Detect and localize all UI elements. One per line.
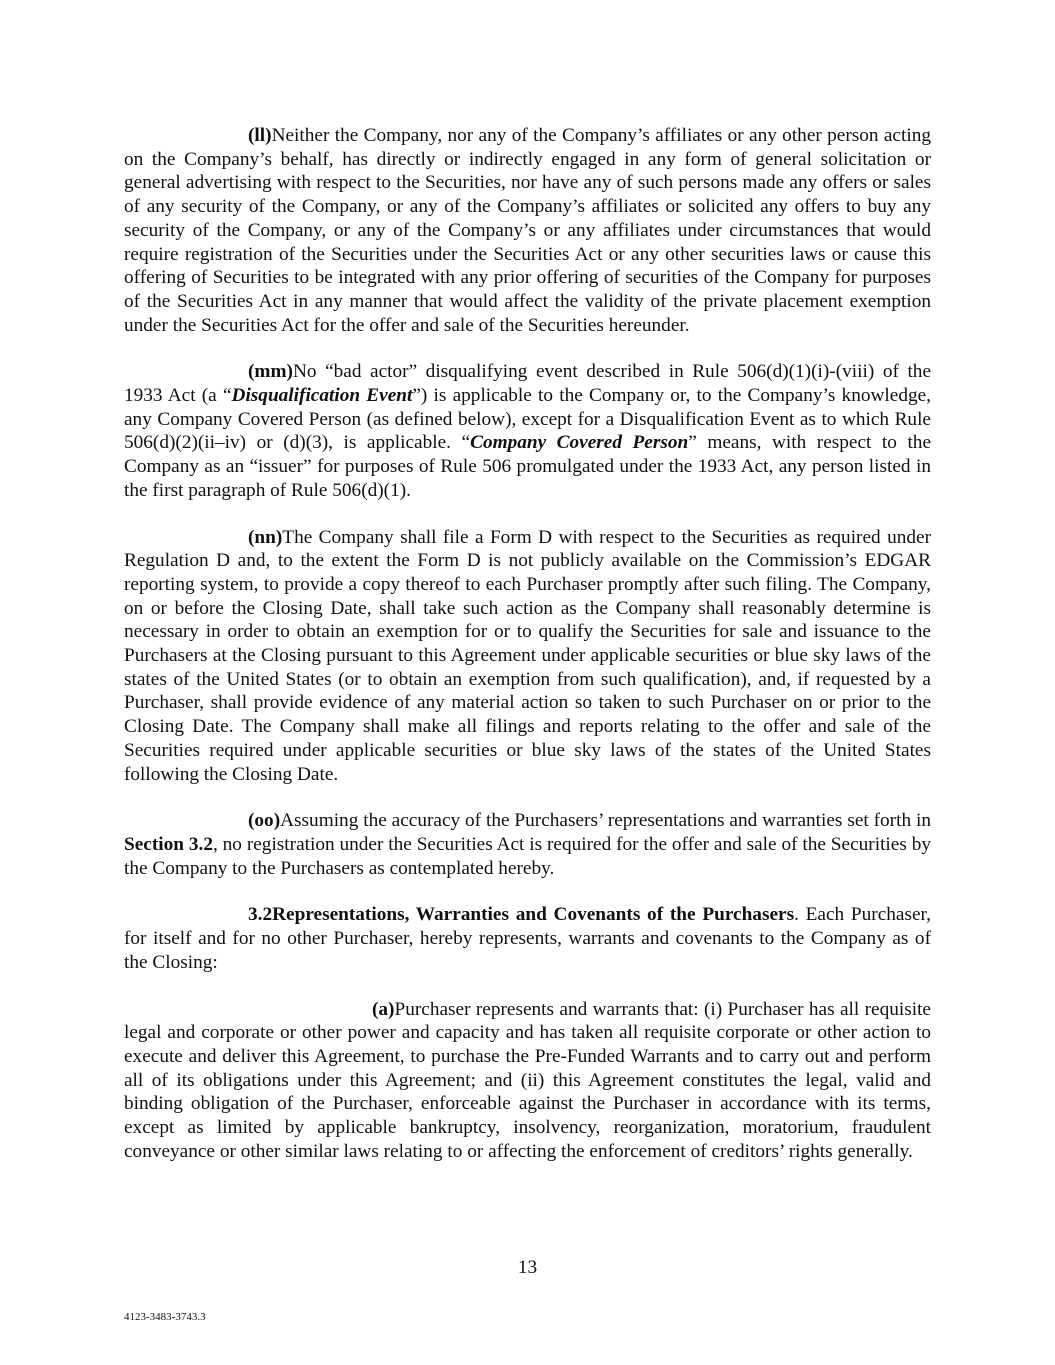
paragraph-text: Neither the Company, nor any of the Company’s affiliates or any other person acting on the Company’s behalf, has directly or indirectly engaged in any form of general solicitation or general advertising with respect to the Securities, nor have any of such persons made any offers or sales of any security of the Company, or any of the Company’s affiliates or solicited any offers to buy any security of the Company, or any of the Company’s or any affiliates under circumstances that would require registration of the Securities under the Securities Act or any other securities laws or cause this offering of Securities to be integrated with any prior offering of securities of the Company for purposes of the Securities Act in any manner that would affect the validity of the private placement exemption under the Securities Act for the offer and sale of the Securities hereunder. <box>124 125 931 336</box>
document-body <box>124 124 931 1186</box>
defined-term: Disqualification Event <box>231 385 413 407</box>
paragraph-text: The Company shall file a Form D with respect to the Securities as required under Regulation D and, to the extent the Form D is not publicly available on the Commission’s EDGAR reporting system, to provide a copy thereof to each Purchaser promptly after such filing. The Company, on or before the Closing Date, shall take such action as the Company shall reasonably determine is necessary in order to obtain an exemption for or to qualify the Securities for sale and issuance to the Purchasers at the Closing pursuant to this Agreement under applicable securities or blue sky laws of the states of the United States (or to obtain an exemption from such qualification), and, if requested by a Purchaser, shall provide evidence of any material action so taken to such Purchaser on or prior to the Closing Date. The Company shall make all filings and reports relating to the offer and sale of the Securities required under applicable securities or blue sky laws of the states of the United States following the Closing Date. <box>124 526 931 785</box>
paragraph-label: (a) <box>372 998 395 1020</box>
paragraph-label: (mm) <box>248 361 293 383</box>
defined-term: Company Covered Person <box>470 432 689 454</box>
paragraph-oo <box>124 809 931 880</box>
paragraph-label: (oo) <box>248 810 281 832</box>
paragraph-nn <box>124 526 931 787</box>
paragraph-ll <box>124 124 931 337</box>
section-3-2 <box>124 903 931 974</box>
paragraph-text: Purchaser represents and warrants that: (i) Purchaser has all requisite legal and corporate or other power and capacity and has taken all requisite corporate or other action to execute and deliver this Agreement, to purchase the Pre-Funded Warrants and to carry out and perform all of its obligations under this Agreement; and (ii) this Agreement constitutes the legal, valid and binding obligation of the Purchaser, enforceable against the Purchaser in accordance with its terms, except as limited by applicable bankruptcy, insolvency, reorganization, moratorium, fraudulent conveyance or other similar laws relating to or affecting the enforcement of creditors’ rights generally. <box>124 998 931 1162</box>
paragraph-text: ”) is applicable to the Company or, to the Company’s knowledge, any Company Covered Person (as defined below), except for a Disqualification Event as to which Rule 506(d)(2)(ii–iv) or (d)(3), is applicable. “ <box>124 385 931 454</box>
paragraph-mm <box>124 360 931 502</box>
paragraph-text: ” means, with respect to the Company as an “issuer” for purposes of Rule 506 promulgated under the 1933 Act, any person listed in the first paragraph of Rule 506(d)(1). <box>124 432 931 501</box>
paragraph-label: (ll) <box>248 125 272 146</box>
page-number: 13 <box>517 1257 538 1278</box>
section-number: 3.2 <box>248 904 273 926</box>
section-title: Representations, Warranties and Covenants of the Purchasers <box>272 904 795 926</box>
paragraph-text: Assuming the accuracy of the Purchasers’ representations and warranties set forth in <box>280 810 931 832</box>
section-reference: Section 3.2 <box>124 833 213 855</box>
document-id: 4123-3483-3743.3 <box>124 1311 206 1323</box>
paragraph-text: , no registration under the Securities Act is required for the offer and sale of the Securities by the Company to the Purchasers as contemplated hereby. <box>124 833 931 879</box>
paragraph-a <box>124 998 931 1164</box>
paragraph-text: No “bad actor” disqualifying event described in Rule 506(d)(1)(i)-(viii) of the 1933 Act (a “ <box>124 361 931 407</box>
paragraph-text: . Each Purchaser, for itself and for no other Purchaser, hereby represents, warrants and covenants to the Company as of the Closing: <box>124 904 931 973</box>
paragraph-label: (nn) <box>248 526 283 548</box>
